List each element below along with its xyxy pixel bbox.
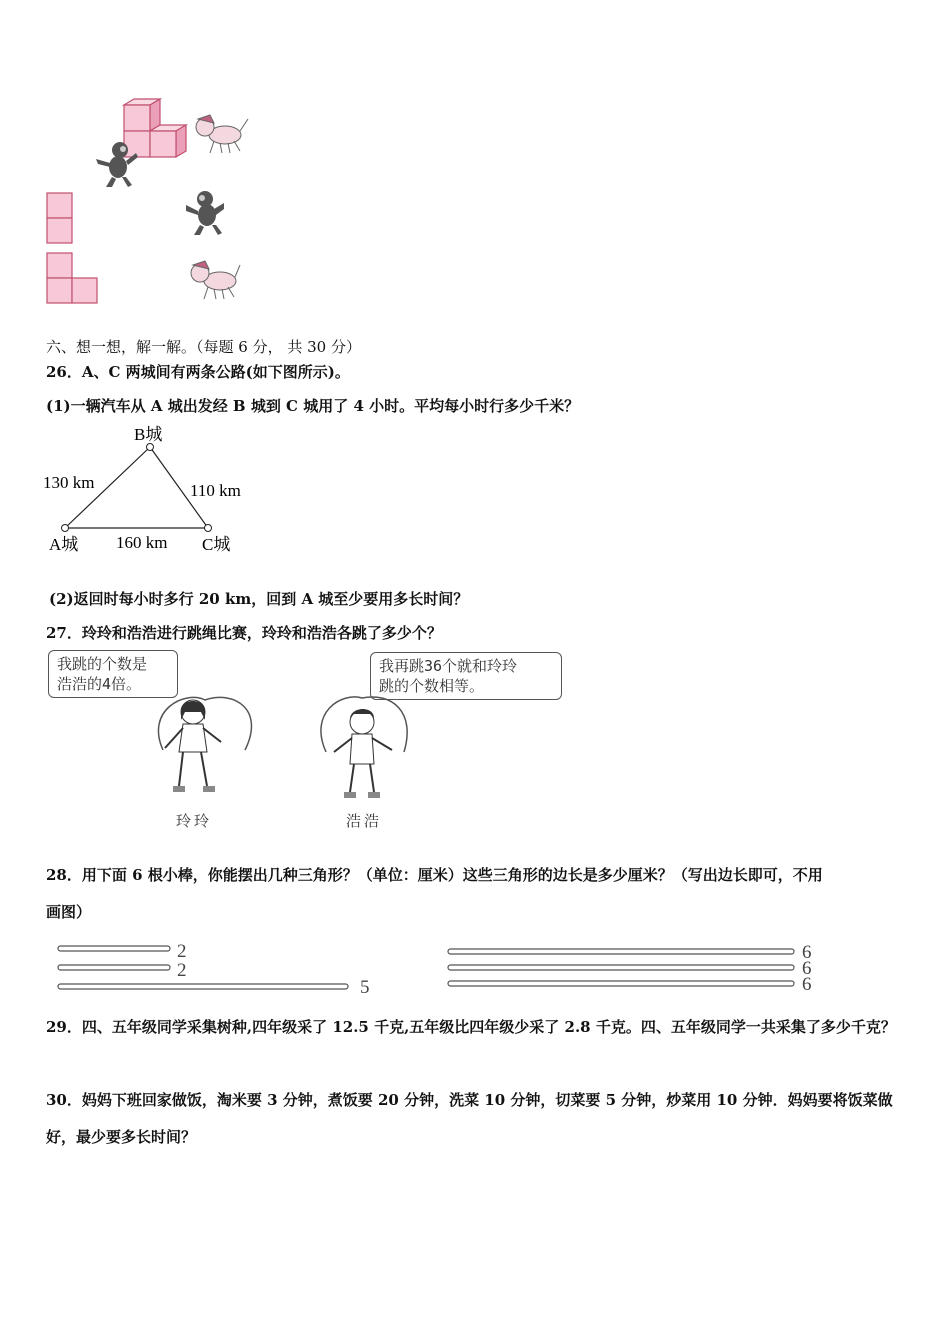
stick-left-2-label: 2 (177, 960, 187, 981)
label-city-a: A城 (49, 535, 79, 554)
girl-bubble-line1: 我跳的个数是 (57, 655, 148, 673)
stick-right-3-label: 6 (802, 974, 812, 995)
boy-bubble-line2: 跳的个数相等。 (379, 677, 485, 695)
q28-stem-line2: 画图） (46, 903, 92, 921)
stick-right-2-label: 6 (802, 958, 812, 979)
label-dist-bc: 110 km (190, 481, 241, 500)
stick-left-1-label: 2 (177, 941, 187, 962)
section-title: 六、想一想，解一解。（每题 6 分， 共 30 分） (46, 338, 361, 356)
triangle-figure (38, 420, 278, 560)
label-dist-ac: 160 km (116, 533, 168, 552)
view-shape-column (47, 193, 72, 243)
stick-left-3-label: 5 (360, 977, 370, 998)
dog-icon (196, 115, 248, 153)
boy-bubble-line1: 我再跳36个就和玲玲 (379, 657, 518, 675)
q29-stem: 29．四、五年级同学采集树种,四年级采了 12.5 千克,五年级比四年级少采了 2.8 千克。四、五年级同学一共采集了多少千克？ (46, 1018, 896, 1036)
vertex-c (205, 525, 212, 532)
stick-right-1 (448, 949, 794, 954)
stick-left-2 (58, 965, 170, 970)
stick-left-3 (58, 984, 348, 989)
girl-jumping-rope-illustration (145, 690, 265, 805)
q26-part2: (2)返回时每小时多行 20 km，回到 A 城至少要用多长时间？ (49, 590, 469, 608)
girl-name: 玲玲 (176, 812, 213, 830)
q26-stem: 26．A、C 两城间有两条公路(如下图所示)。 (46, 363, 350, 381)
q27-stem: 27．玲玲和浩浩进行跳绳比赛，玲玲和浩浩各跳了多少个？ (46, 624, 442, 642)
label-city-c: C城 (202, 535, 231, 554)
boy-name: 浩浩 (346, 812, 383, 830)
sticks-figure (50, 938, 830, 998)
label-dist-ab: 130 km (43, 473, 95, 492)
cube-figure (40, 95, 260, 310)
stick-right-1-label: 6 (802, 942, 812, 963)
label-city-b: B城 (134, 425, 163, 444)
vertex-b (147, 444, 154, 451)
q28-stem-line1: 28．用下面 6 根小棒，你能摆出几种三角形？（单位：厘米）这些三角形的边长是多少厘米？（写出边长即可，不用 (46, 866, 823, 884)
monkey-icon (186, 191, 224, 235)
boy-jumping-rope-illustration (312, 692, 422, 807)
girl-bubble-line2: 浩浩的4倍。 (57, 675, 142, 693)
cube-stack (124, 99, 186, 157)
stick-left-1 (58, 946, 170, 951)
vertex-a (62, 525, 69, 532)
view-shape-l (47, 253, 97, 303)
stick-right-3 (448, 981, 794, 986)
q26-part1: (1)一辆汽车从 A 城出发经 B 城到 C 城用了 4 小时。平均每小时行多少千米？ (46, 397, 580, 415)
stick-right-2 (448, 965, 794, 970)
dog-icon (191, 261, 240, 299)
q30-stem: 30．妈妈下班回家做饭，淘米要 3 分钟，煮饭要 20 分钟，洗菜 10 分钟，切菜要 5 分钟，炒菜用 10 分钟．妈妈要将饭菜做好，最少要多长时间？ (46, 1091, 893, 1146)
